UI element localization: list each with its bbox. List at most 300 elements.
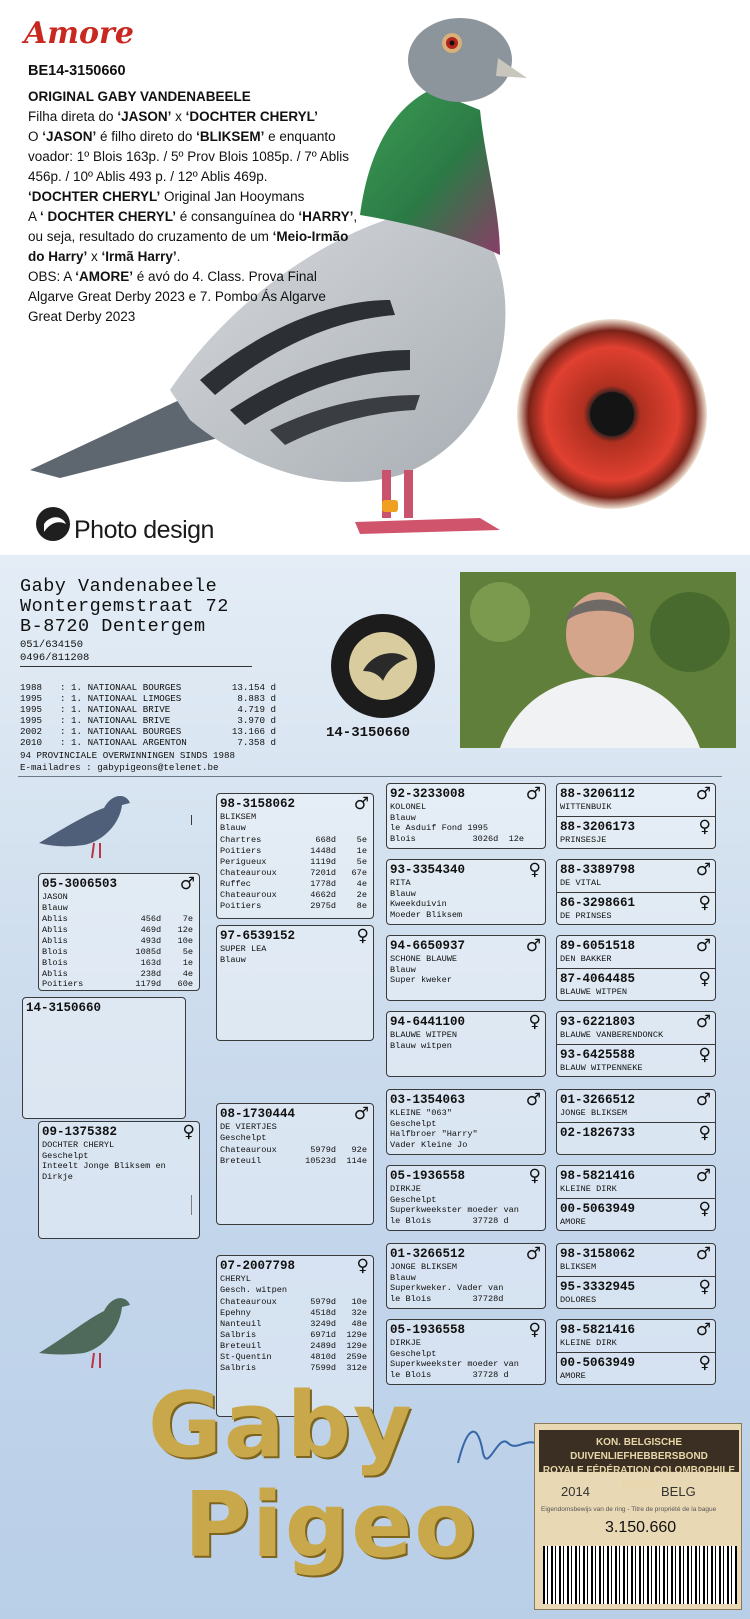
female-icon: ♀ (528, 1012, 541, 1032)
result-cell: 92e (351, 1145, 367, 1156)
ring-number: 93-3354340 (390, 863, 466, 877)
achievement-row (20, 715, 276, 726)
result-cell: 32e (351, 1308, 367, 1319)
result-cell: 1448d (310, 846, 337, 857)
result-cell: 469d (140, 924, 162, 935)
achievement-cell: : 1. NATIONAAL BRIVE (60, 715, 171, 726)
male-icon: ♂ (695, 1166, 711, 1186)
pigeon-name: BLAUWE VANBERENDONCK (560, 1030, 664, 1040)
info-line: DE VIERTJES (220, 1122, 277, 1132)
achievement-cell: 1995 (20, 715, 43, 726)
info-line: DIRKJE (390, 1338, 421, 1348)
sticker-header-fr: ROYALE FÉDÉRATION COLOMBOPHILE BELGE (542, 1465, 736, 1490)
result-cell: 129e (346, 1340, 367, 1351)
info-line: Blauw (390, 1272, 416, 1283)
result-cell: Chateauroux (220, 1297, 277, 1308)
ring-number: 00-5063949 (560, 1202, 636, 1216)
great-grandparent-box[interactable] (386, 783, 546, 849)
female-icon: ♀ (698, 1199, 711, 1219)
female-icon: ♀ (356, 926, 369, 946)
ring-number: 94-6650937 (390, 939, 466, 953)
pigeon-name: PRINSESJE (560, 835, 607, 845)
result-cell: Ablis (42, 924, 68, 935)
info-line: Gesch. witpen (220, 1284, 288, 1295)
dam-ring: 09-1375382 (42, 1125, 118, 1139)
photo-design-logo-icon (36, 507, 70, 541)
info-line: le Blois 37728 d (390, 1369, 509, 1380)
result-row (220, 879, 367, 890)
pigeon-silhouette-icon (34, 783, 134, 863)
achievement-cell: 8.883 d (237, 693, 276, 704)
ring-number: 87-4064485 (560, 972, 636, 986)
result-cell: Perigueux (220, 857, 267, 867)
results (220, 1145, 367, 1167)
result-cell: 5e (356, 857, 367, 867)
ring-number: 08-1730444 (220, 1107, 296, 1121)
info-line: le Blois 37728 d (390, 1215, 509, 1226)
great-grandparent-box[interactable] (386, 1089, 546, 1155)
ring-number: 01-3266512 (390, 1247, 466, 1261)
result-cell: Ruffec (220, 878, 251, 889)
achievements-list (20, 682, 276, 748)
pigeon-name: JONGE BLIKSEM (560, 1108, 628, 1118)
info-line: Blauw witpen (390, 1040, 452, 1051)
result-row (42, 969, 193, 980)
info-line: Geschelpt (390, 1194, 437, 1205)
dam-info-line: DOCHTER CHERYL (42, 1140, 115, 1150)
ring-certificate-sticker (534, 1423, 742, 1610)
female-icon: ♀ (356, 1256, 369, 1276)
achievement-row (20, 682, 276, 693)
pigeon-head (408, 18, 512, 102)
sire-results (42, 914, 193, 990)
info-line: Blauw (390, 812, 416, 823)
info-line: SUPER LEA (220, 944, 267, 954)
result-row (220, 1156, 367, 1167)
info-line: Superkweekster moeder van (390, 1205, 519, 1216)
result-cell: 1179d (135, 979, 162, 990)
result-cell: 2e (356, 889, 367, 900)
dam-info-line: Dirkje (42, 1171, 73, 1182)
result-cell: Chateauroux (220, 1145, 277, 1156)
result-cell: 7201d (310, 867, 337, 878)
great-great-grandparents-box[interactable] (556, 1011, 716, 1077)
female-icon: ♀ (698, 1353, 711, 1373)
pedigree-sheet (0, 555, 750, 1619)
sticker-header-nl: KON. BELGISCHE DUIVENLIEFHEBBERSBOND (570, 1437, 708, 1462)
result-cell: 12e (177, 924, 194, 935)
pigeon-info (390, 1108, 542, 1150)
male-icon: ♂ (695, 1090, 711, 1110)
male-icon: ♂ (695, 1012, 711, 1032)
female-icon: ♀ (698, 1277, 711, 1297)
result-cell: 10e (351, 1297, 367, 1308)
achievement-cell: 7.358 d (237, 737, 276, 748)
ring-number: 95-3332945 (560, 1280, 636, 1294)
female-icon: ♀ (698, 817, 711, 837)
result-cell: 4810d (310, 1351, 337, 1362)
great-great-grandparents-box[interactable] (556, 1319, 716, 1385)
pigeon-name: DE PRINSES (560, 911, 612, 921)
result-cell: 67e (351, 867, 367, 878)
description-paragraph: Filha direta do ‘JASON’ x ‘DOCHTER CHERYL’ (28, 109, 318, 124)
subject-box[interactable] (22, 997, 186, 1119)
result-cell: 5e (182, 946, 194, 957)
result-cell: 312e (346, 1362, 367, 1373)
amore-photo-card (0, 0, 750, 555)
result-row (220, 857, 367, 868)
ring-number: 93-6425588 (560, 1048, 636, 1062)
result-row (42, 925, 193, 936)
info-line: BLAUWE WITPEN (390, 1030, 458, 1040)
pigeon-info (220, 944, 370, 965)
achievement-cell: 4.719 d (237, 704, 276, 715)
result-row (220, 1297, 367, 1308)
info-line: Moeder Bliksem (390, 909, 463, 920)
result-cell: Breteuil (220, 1156, 262, 1167)
pigeon-name: KLEINE DIRK (560, 1338, 617, 1348)
ring-number: 02-1826733 (560, 1126, 636, 1140)
dam-info (42, 1140, 196, 1182)
ring-number: 98-5821416 (560, 1323, 636, 1337)
info-line: Superkweker. Vader van (390, 1283, 504, 1294)
description-paragraphs (28, 87, 358, 327)
achievement-cell: 2010 (20, 737, 43, 748)
card-description (28, 87, 358, 327)
achievement-cell: : 1. NATIONAAL ARGENTON (60, 737, 187, 748)
ring-number: 07-2007798 (220, 1259, 296, 1273)
description-paragraph: ORIGINAL GABY VANDENABEELE (28, 89, 251, 104)
male-icon: ♂ (353, 1104, 369, 1124)
subject-ring: 14-3150660 (26, 1001, 102, 1015)
achievement-row (20, 704, 276, 715)
result-row (220, 901, 367, 912)
result-cell: 60e (177, 979, 194, 990)
description-paragraph: O ‘JASON’ é filho direto do ‘BLIKSEM’ e enquanto voador: 1º Blois 163p. / 5º Prov Blois 1085p. / 7º Ablis 456p. / 10º Ablis 493 p. / 12º Ablis 469p. (28, 129, 349, 184)
female-icon: ♀ (182, 1122, 195, 1142)
header-divider (18, 776, 722, 777)
pigeon-name: DE VITAL (560, 878, 602, 888)
result-cell: Salbris (220, 1329, 257, 1340)
info-line: Kweekduivin (390, 899, 447, 910)
result-cell: 8e (356, 900, 367, 911)
pigeon-info (220, 1122, 370, 1143)
result-cell: 1085d (135, 946, 162, 957)
info-line: Geschelpt (220, 1132, 267, 1143)
female-icon: ♀ (698, 893, 711, 913)
result-cell: 259e (346, 1351, 367, 1362)
result-cell: 4e (356, 878, 367, 889)
info-line: BLIKSEM (220, 812, 257, 822)
result-cell: 1119d (310, 857, 337, 867)
pigeon-info (390, 1184, 542, 1226)
result-row (220, 1308, 367, 1319)
great-grandparent-box[interactable] (386, 1243, 546, 1309)
ring-number: 01-3266512 (560, 1093, 636, 1107)
ring-number: 05-1936558 (390, 1169, 466, 1183)
great-great-grandparents-box[interactable] (556, 1243, 716, 1309)
male-icon: ♂ (695, 1244, 711, 1264)
result-cell: 2489d (310, 1340, 337, 1351)
result-cell: Blois (42, 957, 68, 968)
grandparent-box[interactable] (216, 925, 374, 1041)
achievement-cell: 1995 (20, 704, 43, 715)
result-cell: Salbris (220, 1362, 257, 1373)
result-cell: 3249d (310, 1319, 337, 1329)
achievement-cell: 3.970 d (237, 715, 276, 726)
sire-ring: 05-3006503 (42, 877, 118, 891)
ring-number: 97-6539152 (220, 929, 296, 943)
male-icon: ♂ (525, 1090, 541, 1110)
ring-number: 89-6051518 (560, 939, 636, 953)
result-row (220, 890, 367, 901)
result-cell: Chateauroux (220, 867, 277, 878)
ring-number: 05-1936558 (390, 1323, 466, 1337)
info-line: Blauw (220, 822, 246, 833)
result-cell: 5e (356, 835, 367, 846)
pigeon-info (390, 954, 542, 986)
great-great-grandparents-box[interactable] (556, 859, 716, 925)
owner-phone2: 0496/811208 (20, 652, 90, 664)
female-icon: ♀ (528, 1320, 541, 1340)
male-icon: ♂ (525, 1244, 541, 1264)
ring-number: 03-1354063 (390, 1093, 466, 1107)
dam-box[interactable] (38, 1121, 200, 1239)
result-cell: 668d (315, 835, 337, 846)
great-grandparent-box[interactable] (386, 1165, 546, 1231)
male-icon: ♂ (695, 784, 711, 804)
racing-pigeons-seal (328, 611, 438, 721)
sire-name: JASON (42, 892, 68, 902)
achievement-cell: : 1. NATIONAAL LIMOGES (60, 693, 182, 704)
result-cell: 48e (351, 1319, 367, 1329)
result-cell: 114e (346, 1156, 367, 1167)
ring-number: 94-6441100 (390, 1015, 466, 1029)
result-row (220, 868, 367, 879)
ring-number: 88-3206173 (560, 820, 636, 834)
achievement-cell: : 1. NATIONAAL BRIVE (60, 704, 171, 715)
great-grandparent-box[interactable] (386, 859, 546, 925)
achievement-cell: 13.166 d (231, 726, 276, 737)
great-grandparent-box[interactable] (386, 1011, 546, 1077)
result-cell: Chartres (220, 835, 262, 846)
pigeon-name: BLAUW WITPENNEKE (560, 1063, 643, 1073)
achievement-cell: : 1. NATIONAAL BOURGES (60, 682, 182, 693)
result-cell: 4518d (310, 1308, 337, 1319)
sticker-small-print: Eigendomsbewijs van de ring - Titre de propriété de la bague (541, 1506, 717, 1513)
result-cell: Poitiers (220, 900, 262, 911)
result-cell: 4e (182, 968, 194, 979)
result-row (220, 1352, 367, 1363)
pigeon-info (390, 1262, 542, 1304)
info-line: Vader Kleine Jo (390, 1139, 468, 1150)
pigeon-info (390, 1030, 542, 1051)
pigeon-title: Amore (24, 16, 134, 51)
result-row (220, 835, 367, 846)
result-cell: Breteuil (220, 1340, 262, 1351)
owner-photo (460, 572, 736, 748)
result-cell: 7599d (310, 1362, 337, 1373)
info-line: CHERYL (220, 1274, 251, 1284)
ring-number: 88-3389798 (560, 863, 636, 877)
result-cell: Ablis (42, 968, 68, 979)
result-cell: 493d (140, 935, 162, 946)
description-paragraph: A ‘ DOCHTER CHERYL’ é consanguínea do ‘HARRY’, ou seja, resultado do cruzamento de um ‘Meio-Irmão do Harry’ x ‘Irmã Harry’. (28, 209, 358, 264)
dam-info-line: Inteelt Jonge Bliksem en (42, 1161, 166, 1172)
owner-name: Gaby Vandenabeele (20, 576, 218, 597)
result-cell: St-Quentin (220, 1351, 272, 1362)
male-icon: ♂ (695, 1320, 711, 1340)
email-address: E-mailadres : gabypigeons@telenet.be (20, 762, 219, 773)
result-row (220, 1319, 367, 1330)
info-line: Blois 3026d 12e (390, 833, 525, 844)
info-line: le Asduif Fond 1995 (390, 823, 488, 834)
result-cell: 1e (182, 957, 194, 968)
owner-street: Wontergemstraat 72 (20, 596, 229, 617)
achievement-cell: 13.154 d (231, 682, 276, 693)
achievement-cell: : 1. NATIONAAL BOURGES (60, 726, 182, 737)
pigeon-name: AMORE (560, 1217, 586, 1227)
description-paragraph: OBS: A ‘AMORE’ é avó do 4. Class. Prova Final Algarve Great Derby 2023 e 7. Pombo Ás Algarve Great Derby 2023 (28, 269, 326, 324)
sticker-year: 2014 (561, 1484, 590, 1499)
female-icon: ♀ (528, 1166, 541, 1186)
ring-number: BE14-3150660 (28, 63, 126, 79)
result-cell: 1e (356, 846, 367, 857)
brand-gaby: Gaby (148, 1373, 414, 1478)
results (220, 835, 367, 911)
barcode (543, 1546, 737, 1604)
info-line: RITA (390, 878, 411, 888)
provincial-wins: 94 PROVINCIALE OVERWINNINGEN SINDS 1988 (20, 750, 236, 761)
info-line: le Blois 37728d (390, 1293, 504, 1304)
achievement-row (20, 693, 276, 704)
info-line: Blauw (390, 964, 416, 975)
male-icon: ♂ (525, 784, 541, 804)
pigeon-silhouette-icon (34, 1283, 134, 1373)
ring-number: 88-3206112 (560, 787, 636, 801)
info-line: Blauw (220, 954, 246, 965)
pigeon-info (390, 878, 542, 920)
result-cell: 10e (177, 935, 194, 946)
info-line: JONGE BLIKSEM (390, 1262, 458, 1272)
info-line: Geschelpt (390, 1348, 437, 1359)
pigeon-info (390, 802, 542, 844)
result-row (220, 846, 367, 857)
female-icon: ♀ (528, 860, 541, 880)
achievement-cell: 2002 (20, 726, 43, 737)
grandparent-box[interactable] (216, 1103, 374, 1225)
sire-box[interactable] (38, 873, 200, 991)
result-cell: 238d (140, 968, 162, 979)
great-great-grandparents-box[interactable] (556, 1089, 716, 1155)
sticker-country: BELG (661, 1484, 696, 1499)
result-row (42, 947, 193, 958)
grandparent-box[interactable] (216, 793, 374, 919)
result-cell: 163d (140, 957, 162, 968)
male-icon: ♂ (353, 794, 369, 814)
result-cell: Epehny (220, 1308, 251, 1319)
result-cell: Nanteuil (220, 1319, 262, 1329)
result-cell: 5979d (310, 1145, 337, 1156)
pigeon-name: DOLORES (560, 1295, 597, 1305)
main-ring-number: 14-3150660 (326, 725, 411, 741)
owner-city: B-8720 Dentergem (20, 616, 206, 637)
female-icon: ♀ (698, 1123, 711, 1143)
achievement-cell: 1988 (20, 682, 43, 693)
male-icon: ♂ (525, 936, 541, 956)
great-great-grandparents-box[interactable] (556, 783, 716, 849)
ring-number: 98-5821416 (560, 1169, 636, 1183)
sticker-header (539, 1430, 739, 1490)
pigeon-name: DEN BAKKER (560, 954, 612, 964)
pigeon-info (220, 1274, 370, 1295)
result-row (220, 1341, 367, 1352)
result-row (220, 1145, 367, 1156)
result-row (220, 1330, 367, 1341)
results (220, 1297, 367, 1373)
result-row (42, 936, 193, 947)
result-cell: 4662d (310, 889, 337, 900)
result-cell: Poitiers (220, 846, 262, 857)
result-cell: 10523d (305, 1156, 337, 1167)
pigeon-name: KLEINE DIRK (560, 1184, 617, 1194)
result-cell: Blois (42, 946, 68, 957)
info-line: SCHONE BLAUWE (390, 954, 458, 964)
result-cell: Ablis (42, 935, 68, 946)
ring-number: 00-5063949 (560, 1356, 636, 1370)
photo-design-logo (74, 516, 214, 545)
description-paragraph: ‘DOCHTER CHERYL’ Original Jan Hooymans (28, 189, 305, 204)
result-cell: 1778d (310, 878, 337, 889)
info-line: KOLONEL (390, 802, 427, 812)
info-line: Halfbroer "Harry" (390, 1129, 478, 1140)
ring-number: 98-3158062 (220, 797, 296, 811)
ring-number: 92-3233008 (390, 787, 466, 801)
sticker-number: 3.150.660 (605, 1519, 677, 1536)
great-grandparent-box[interactable] (386, 935, 546, 1001)
pigeon-name: WITTENBUIK (560, 802, 612, 812)
ring-number: 86-3298661 (560, 896, 636, 910)
photo-design-text: Photo design (74, 516, 214, 544)
info-line: DIRKJE (390, 1184, 421, 1194)
achievement-cell: 1995 (20, 693, 43, 704)
result-cell: 2975d (310, 900, 337, 911)
sire-color: Blauw (42, 902, 68, 913)
result-cell: 129e (346, 1329, 367, 1340)
result-cell: 6971d (310, 1329, 337, 1340)
info-line: Geschelpt (390, 1118, 437, 1129)
pigeon-name: BLIKSEM (560, 1262, 597, 1272)
sire-info (42, 892, 196, 913)
info-line: Superkweekster moeder van (390, 1359, 519, 1370)
result-row (42, 979, 193, 990)
result-row (42, 914, 193, 925)
male-icon: ♂ (695, 860, 711, 880)
ring-number: 98-3158062 (560, 1247, 636, 1261)
result-cell: Poitiers (42, 979, 84, 990)
owner-phone1: 051/634150 (20, 639, 84, 651)
pigeon-feet (355, 518, 500, 534)
achievement-row (20, 726, 276, 737)
info-line: Super kweker (390, 975, 452, 986)
result-cell: 5979d (310, 1297, 337, 1308)
result-cell: 7e (182, 914, 194, 924)
result-row (42, 958, 193, 969)
great-great-grandparents-box[interactable] (556, 1165, 716, 1231)
info-line: KLEINE "063" (390, 1108, 452, 1118)
great-great-grandparents-box[interactable] (556, 935, 716, 1001)
result-cell: 456d (140, 914, 162, 924)
